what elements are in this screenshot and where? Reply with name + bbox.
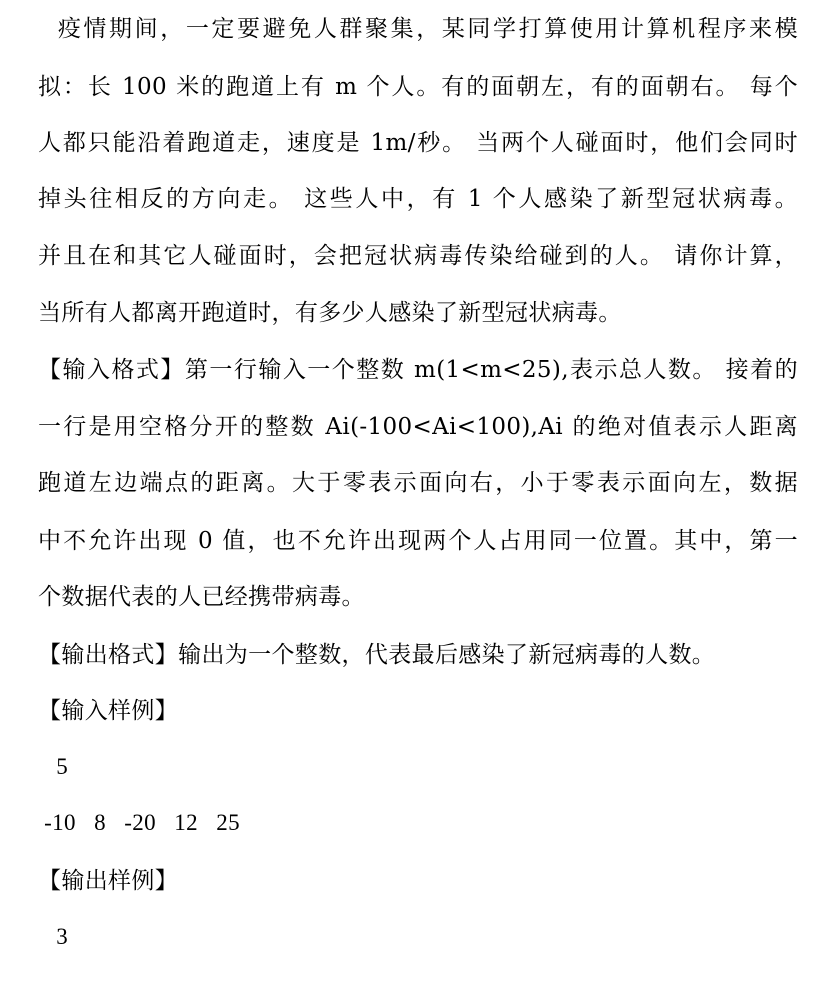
description-line: 并且在和其它人碰面时，会把冠状病毒传染给碰到的人。 请你计算， xyxy=(38,243,798,269)
sample-input-heading: 【输入样例】 xyxy=(38,698,179,724)
description-line: 人都只能沿着跑道走，速度是 1m/秒。 当两个人碰面时，他们会同时 xyxy=(38,130,798,156)
input-format-line: 个数据代表的人已经携带病毒。 xyxy=(38,584,365,610)
input-format-line: 一行是用空格分开的整数 Ai(-100<Ai<100),Ai 的绝对值表示人距离 xyxy=(38,414,798,440)
description-line: 掉头往相反的方向走。 这些人中，有 1 个人感染了新型冠状病毒。 xyxy=(38,186,798,212)
input-format-line: 中不允许出现 0 值，也不允许出现两个人占用同一位置。其中，第一 xyxy=(38,528,798,554)
sample-input-count: 5 xyxy=(38,754,69,779)
description-line: 当所有人都离开跑道时，有多少人感染了新型冠状病毒。 xyxy=(38,300,622,326)
sample-input-values: -10 8 -20 12 25 xyxy=(38,810,240,835)
input-format-line: 【输入格式】第一行输入一个整数 m(1<m<25),表示总人数。 接着的 xyxy=(38,357,798,383)
description-line: 拟：长 100 米的跑道上有 m 个人。有的面朝左，有的面朝右。 每个 xyxy=(38,74,798,100)
sample-output-heading: 【输出样例】 xyxy=(38,868,179,894)
description-line: 疫情期间，一定要避免人群聚集，某同学打算使用计算机程序来模 xyxy=(38,16,798,42)
output-format-line: 【输出格式】输出为一个整数，代表最后感染了新冠病毒的人数。 xyxy=(38,642,716,668)
sample-output-value: 3 xyxy=(38,924,69,949)
input-format-line: 跑道左边端点的距离。大于零表示面向右，小于零表示面向左，数据 xyxy=(38,470,798,496)
